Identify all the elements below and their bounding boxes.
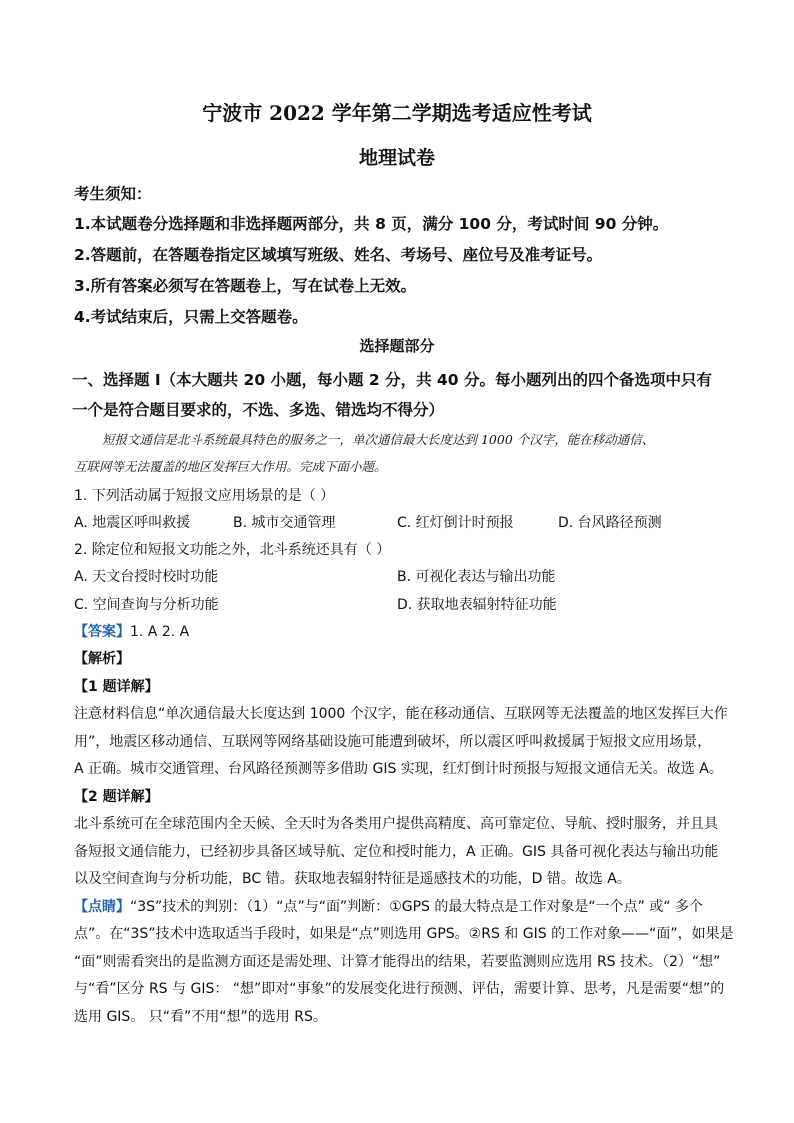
tip-row: [74, 896, 703, 916]
detail-1-line2: 用”，地震区移动通信、互联网等网络基础设施可能遭到破坏，所以震区呼叫救援属于短报文应用场景，: [74, 734, 712, 750]
detail-2-label: 【2 题详解】: [74, 789, 159, 805]
detail-1-line1: 注意材料信息“单次通信最大长度达到 1000 个汉字，能在移动通信、互联网等无法覆盖的地区发挥巨大作: [74, 706, 728, 722]
question-1-option-c: C. 红灯倒计时预报: [397, 515, 514, 531]
question-2-option-a: A. 天文台授时校时功能: [74, 569, 219, 585]
tip-line2: 点”。在“3S”技术中选取适当手段时，如果是“点”则选用 GPS。②RS 和 GIS 的工作对象——“面”，如果是: [74, 926, 734, 942]
notice-item-1: 1.本试题卷分选择题和非选择题两部分，共 8 页，满分 100 分，考试时间 90 分钟。: [74, 215, 669, 233]
detail-2-line1: 北斗系统可在全球范围内全天候、全天时为各类用户提供高精度、高可靠定位、导航、授时服务，并且具: [74, 816, 718, 832]
question-2-stem: 2. 除定位和短报文功能之外，北斗系统还具有（ ）: [74, 542, 391, 558]
section-title: 选择题部分: [359, 337, 435, 355]
answer-row: [74, 621, 189, 641]
exam-subtitle: 地理试卷: [358, 147, 435, 169]
question-1-option-b: B. 城市交通管理: [233, 515, 336, 531]
question-2-option-b: B. 可视化表达与输出功能: [397, 569, 556, 585]
question-1-option-d: D. 台风路径预测: [558, 515, 662, 531]
question-1-stem: 1. 下列活动属于短报文应用场景的是（ ）: [74, 488, 335, 504]
part1-instructions-line2: 一个是符合题目要求的，不选、多选、错选均不得分）: [72, 401, 445, 419]
detail-1-line3: A 正确。城市交通管理、台风路径预测等多借助 GIS 实现，红灯倒计时预报与短报文通信无关。故选 A。: [74, 761, 723, 777]
notice-item-3: 3.所有答案必须写在答题卷上，写在试卷上无效。: [74, 277, 417, 295]
detail-1-label: 【1 题详解】: [74, 679, 159, 695]
answer-label: 【答案】: [74, 624, 130, 640]
exam-title: 宁波市 2022 学年第二学期选考适应性考试: [202, 101, 592, 125]
detail-2-line3: 以及空间查询与分析功能，BC 错。获取地表辐射特征是遥感技术的功能，D 错。故选 A。: [74, 871, 631, 887]
part1-instructions-line1: 一、选择题 I（本大题共 20 小题，每小题 2 分，共 40 分。每小题列出的四个备选项中只有: [72, 371, 712, 389]
tip-line3: “面”则需看突出的是监测方面还是需处理、计算才能得出的结果，若要监测则应选用 RS 技术。（2）“想”: [74, 954, 721, 970]
tip-line5: 选用 GIS。 只“看”不用“想”的选用 RS。: [74, 1009, 327, 1025]
material-line1: 短报文通信是北斗系统最具特色的服务之一，单次通信最大长度达到 1000 个汉字，能在移动通信、: [102, 432, 655, 447]
tip-label: 【点睛】: [74, 899, 130, 915]
notice-heading: 考生须知：: [74, 185, 152, 203]
answer-text: 1. A 2. A: [130, 624, 190, 640]
question-2-option-d: D. 获取地表辐射特征功能: [397, 597, 557, 613]
detail-2-line2: 备短报文通信能力，已经初步具备区域导航、定位和授时能力，A 正确。GIS 具备可视化表达与输出功能: [74, 844, 719, 860]
material-line2: 互联网等无法覆盖的地区发挥巨大作用。完成下面小题。: [74, 459, 387, 474]
analysis-label: 【解析】: [74, 651, 130, 667]
tip-line1: “3S”技术的判别：（1）“点”与“面”判断：①GPS 的最大特点是工作对象是“一个点” 或“ 多个: [130, 899, 704, 915]
notice-item-4: 4.考试结束后，只需上交答题卷。: [74, 308, 308, 326]
question-1-option-a: A. 地震区呼叫救援: [74, 515, 191, 531]
question-2-option-c: C. 空间查询与分析功能: [74, 597, 219, 613]
notice-item-2: 2.答题前，在答题卷指定区域填写班级、姓名、考场号、座位号及准考证号。: [74, 246, 603, 264]
tip-line4: 与“看”区分 RS 与 GIS： “想”即对“事象”的发展变化进行预测、评估，需要计算、思考，凡是需要“想”的: [74, 981, 725, 997]
